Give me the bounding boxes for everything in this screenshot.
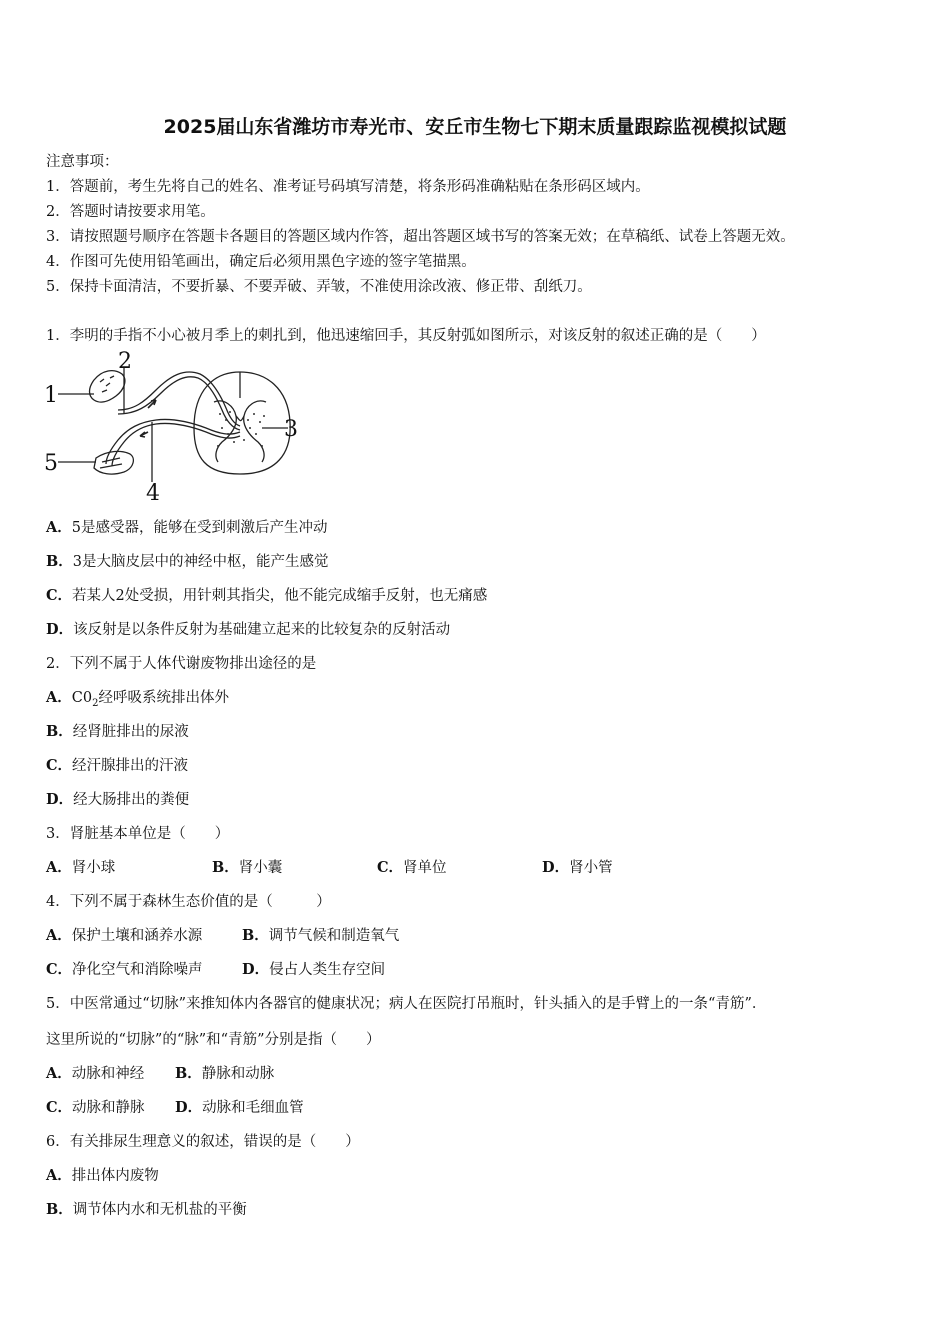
option-text: 动脉和神经 (71, 1066, 145, 1082)
question-5-option-d[interactable] (175, 1098, 304, 1118)
option-text: 保护土壤和涵养水源 (71, 928, 203, 944)
option-label: D． (175, 1099, 203, 1116)
question-1-option-b[interactable] (46, 552, 329, 572)
figure-label-3: 3 (284, 417, 298, 442)
option-label: C． (46, 1099, 73, 1116)
option-text: 排出体内废物 (71, 1168, 159, 1184)
option-text: 肾小管 (569, 860, 613, 876)
option-text: 3是大脑皮层中的神经中枢，能产生感觉 (72, 554, 329, 570)
page-title: 2025届山东省潍坊市寿光市、安丘市生物七下期末质量跟踪监视模拟试题 (163, 116, 787, 138)
option-text: 调节气候和制造氧气 (268, 928, 400, 944)
question-4-option-a[interactable] (46, 926, 202, 946)
option-label: A． (46, 689, 72, 706)
question-6-option-a[interactable] (46, 1166, 159, 1186)
question-5-option-c[interactable] (46, 1098, 145, 1118)
question-1-option-c[interactable] (46, 586, 487, 606)
option-label: A． (46, 859, 72, 876)
question-3-stem: 3．肾脏基本单位是（ ） (46, 826, 230, 842)
notice-item: 3．请按照题号顺序在答题卡各题目的答题区域内作答，超出答题区域书写的答案无效；在草稿纸、试卷上答题无效。 (46, 229, 795, 245)
option-label: B． (175, 1065, 202, 1082)
option-text: 若某人2处受损，用针刺其指尖，他不能完成缩手反射，也无痛感 (72, 588, 488, 604)
option-label: C． (377, 859, 404, 876)
option-label: A． (46, 1065, 72, 1082)
question-2-option-a[interactable] (46, 688, 229, 714)
option-text: 侵占人类生存空间 (269, 962, 386, 978)
question-3-option-d[interactable] (542, 858, 613, 878)
question-3-option-a[interactable] (46, 858, 115, 878)
option-text: 肾小囊 (238, 860, 283, 876)
option-label: A． (46, 927, 72, 944)
option-text: 经呼吸系统排出体外 (98, 690, 229, 706)
option-text: 该反射是以条件反射为基础建立起来的比较复杂的反射活动 (73, 622, 451, 638)
option-label: C． (46, 757, 73, 774)
question-2-stem: 2．下列不属于人体代谢废物排出途径的是 (46, 656, 317, 672)
question-6-option-b[interactable] (46, 1200, 247, 1220)
option-text: 净化空气和消除噪声 (72, 962, 203, 978)
notice-heading: 注意事项： (46, 154, 119, 170)
option-text: 静脉和动脉 (201, 1066, 275, 1082)
notice-item: 2．答题时请按要求用笔。 (46, 204, 215, 220)
question-1-option-a[interactable] (46, 518, 328, 538)
option-text: 肾小球 (71, 860, 116, 876)
notice-item: 5．保持卡面清洁，不要折暴、不要弄破、弄皱，不准使用涂改液、修正带、刮纸刀。 (46, 279, 592, 295)
option-label: D． (46, 621, 74, 638)
question-3-option-b[interactable] (212, 858, 282, 878)
figure-label-4: 4 (146, 481, 160, 502)
subscript: 2 (92, 697, 99, 709)
question-1-option-d[interactable] (46, 620, 450, 640)
option-label: C． (46, 587, 73, 604)
option-label: B． (46, 553, 73, 570)
question-2-option-c[interactable] (46, 756, 188, 776)
figure-label-2: 2 (118, 350, 132, 374)
figure-label-5: 5 (44, 451, 58, 476)
option-label: B． (46, 1201, 73, 1218)
question-5-option-b[interactable] (175, 1064, 274, 1084)
option-text: 经肾脏排出的尿液 (72, 724, 189, 740)
option-label: A． (46, 519, 72, 536)
question-2-option-d[interactable] (46, 790, 189, 810)
option-text: 动脉和静脉 (72, 1100, 145, 1116)
option-text: 5是感受器，能够在受到刺激后产生冲动 (71, 520, 328, 536)
option-text: 调节体内水和无机盐的平衡 (72, 1202, 247, 1218)
option-label: D． (46, 791, 74, 808)
question-4-stem: 4．下列不属于森林生态价值的是（ ） (46, 894, 331, 910)
question-6-stem: 6．有关排尿生理意义的叙述，错误的是（ ） (46, 1134, 360, 1150)
question-5-option-a[interactable] (46, 1064, 144, 1084)
question-2-option-b[interactable] (46, 722, 189, 742)
option-label: B． (46, 723, 73, 740)
option-label: B． (242, 927, 269, 944)
option-label: B． (212, 859, 239, 876)
reflex-arc-figure (44, 350, 302, 502)
option-text: 肾单位 (403, 860, 447, 876)
question-1-stem: 1．李明的手指不小心被月季上的刺扎到，他迅速缩回手，其反射弧如图所示，对该反射的叙述正确的是（ ） (46, 328, 766, 344)
question-5-stem-continued: 这里所说的“切脉”的“脉”和“青筋”分别是指（ ） (46, 1032, 381, 1048)
figure-label-1: 1 (44, 383, 58, 408)
question-4-option-b[interactable] (242, 926, 399, 946)
notice-item: 4．作图可先使用铅笔画出，确定后必须用黑色字迹的签字笔描黑。 (46, 254, 476, 270)
notice-item: 1．答题前，考生先将自己的姓名、准考证号码填写清楚，将条形码准确粘贴在条形码区域内。 (46, 179, 650, 195)
question-4-option-c[interactable] (46, 960, 203, 980)
option-label: D． (242, 961, 270, 978)
option-text: C0 (71, 690, 93, 706)
option-text: 经汗腺排出的汗液 (72, 758, 189, 774)
option-label: A． (46, 1167, 72, 1184)
option-text: 动脉和毛细血管 (202, 1100, 304, 1116)
question-5-stem: 5．中医常通过“切脉”来推知体内各器官的健康状况；病人在医院打吊瓶时，针头插入的是手臂上的一条“青筋”． (46, 996, 767, 1012)
question-3-option-c[interactable] (377, 858, 447, 878)
question-4-option-d[interactable] (242, 960, 385, 980)
option-text: 经大肠排出的粪便 (73, 792, 190, 808)
option-label: D． (542, 859, 570, 876)
option-label: C． (46, 961, 73, 978)
